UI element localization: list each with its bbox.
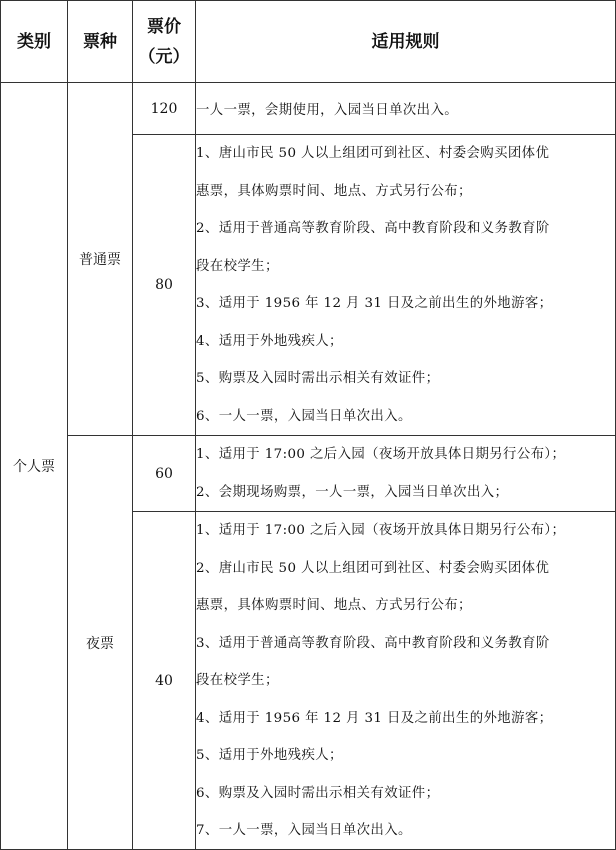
rule-line: 3、适用于普通高等教育阶段、高中教育阶段和义务教育阶 [196, 636, 550, 651]
header-price [133, 1, 196, 83]
rules-cell [196, 83, 616, 135]
price-cell: 60 [133, 436, 196, 512]
rule-line: 5、适用于外地残疾人； [196, 748, 343, 763]
rule-line: 6、购票及入园时需出示相关有效证件； [196, 786, 440, 801]
header-ticket-type: 票种 [68, 1, 133, 83]
rule-line: 5、购票及入园时需出示相关有效证件； [196, 371, 440, 386]
rule-line: 段在校学生； [196, 673, 279, 688]
rule-line: 2、会期现场购票，一人一票，入园当日单次出入； [196, 485, 509, 500]
header-category: 类别 [1, 1, 68, 83]
header-row [1, 1, 616, 83]
rule-line: 6、一人一票，入园当日单次出入。 [196, 409, 412, 424]
rules-cell [196, 436, 616, 512]
rule-line: 1、适用于 17:00 之后入园（夜场开放具体日期另行公布）； [196, 447, 566, 462]
rule-line: 1、唐山市民 50 人以上组团可到社区、村委会购买团体优 [196, 146, 550, 161]
price-cell: 120 [133, 83, 196, 135]
header-price-line1: 票价 [147, 16, 181, 37]
rule-line: 1、适用于 17:00 之后入园（夜场开放具体日期另行公布）； [196, 523, 566, 538]
rule-line: 段在校学生； [196, 259, 279, 274]
rules-cell [196, 135, 616, 436]
rule-line: 一人一票，会期使用，入园当日单次出入。 [196, 103, 459, 118]
rule-line: 4、适用于外地残疾人； [196, 334, 343, 349]
rule-line: 惠票，具体购票时间、地点、方式另行公布； [196, 184, 472, 199]
rule-line: 惠票，具体购票时间、地点、方式另行公布； [196, 598, 472, 613]
rule-line: 7、一人一票，入园当日单次出入。 [196, 823, 412, 838]
price-cell: 80 [133, 135, 196, 436]
table-row [1, 83, 616, 135]
rule-line: 4、适用于 1956 年 12 月 31 日及之前出生的外地游客； [196, 711, 553, 726]
header-price-line2: （元） [138, 46, 190, 67]
type-regular: 普通票 [68, 83, 133, 436]
header-rules: 适用规则 [196, 1, 616, 83]
category-individual: 个人票 [1, 83, 68, 850]
rule-line: 3、适用于 1956 年 12 月 31 日及之前出生的外地游客； [196, 296, 553, 311]
rule-line: 2、唐山市民 50 人以上组团可到社区、村委会购买团体优 [196, 561, 550, 576]
rules-cell [196, 512, 616, 850]
type-night: 夜票 [68, 436, 133, 850]
table-row [1, 436, 616, 512]
price-cell: 40 [133, 512, 196, 850]
rule-line: 2、适用于普通高等教育阶段、高中教育阶段和义务教育阶 [196, 221, 550, 236]
